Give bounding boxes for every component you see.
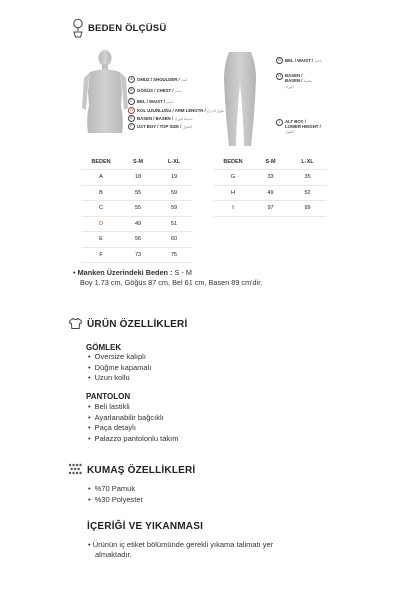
table-row: [82, 170, 192, 186]
size-table-lower: [214, 155, 326, 217]
model-label: Manken Üzerindeki Beden :: [77, 268, 173, 277]
table-header: BEDEN: [223, 159, 243, 165]
label-b: [128, 87, 181, 94]
table-header-row: [82, 155, 192, 170]
list-item: • %30 Polyester: [88, 495, 143, 506]
table-header: S-M: [265, 159, 276, 165]
list-item: • Düğme kapamalı: [88, 363, 151, 374]
care-line-2: almaktadır.: [95, 550, 132, 559]
table-cell: B: [82, 185, 120, 201]
label-i: [276, 119, 321, 135]
table-cell: H: [214, 185, 252, 201]
table-header: L-XL: [167, 159, 181, 165]
table-header-row: [214, 155, 326, 170]
table-cell: 60: [156, 232, 192, 248]
label-f: [128, 123, 192, 130]
table-cell: 59: [156, 185, 192, 201]
table-row: [82, 247, 192, 263]
pants-title: PANTOLON: [86, 392, 131, 401]
fabric-title: KUMAŞ ÖZELLİKLERİ: [87, 465, 196, 476]
label-h: [276, 73, 317, 90]
label-g-ar: خصر: [314, 58, 322, 63]
mannequin-icon: [72, 19, 84, 38]
label-a: [128, 76, 187, 83]
table-header: BEDEN: [91, 159, 111, 165]
table-cell: 52: [289, 185, 326, 201]
marker-e: E: [128, 115, 135, 122]
table-cell: 97: [252, 201, 289, 217]
size-table-upper: [82, 155, 192, 263]
size-guide-title: BEDEN ÖLÇÜSÜ: [88, 23, 167, 34]
table-cell: 49: [120, 216, 156, 232]
label-h-ar: محيط الورك: [285, 79, 313, 89]
list-item: • Palazzo pantolonlu takım: [88, 434, 178, 445]
fabric-icon: [68, 463, 82, 475]
lower-body-figure: [222, 50, 258, 150]
marker-c: C: [128, 98, 135, 105]
label-g: [276, 57, 322, 64]
table-cell: F: [82, 247, 120, 263]
table-cell: G: [214, 170, 252, 186]
table-row: [82, 185, 192, 201]
care-line-1: Ürünün iç etiket bölümünde gerekli yıkama talimatı yer: [92, 540, 274, 549]
fabric-list: [88, 484, 143, 505]
label-a-text: OMUZ / SHOULDER /: [137, 76, 180, 82]
table-row: [214, 185, 326, 201]
list-item: • Ayarlanabilir bağcıklı: [88, 413, 178, 424]
table-cell: 19: [156, 170, 192, 186]
marker-a: A: [128, 76, 135, 83]
table-cell: D: [82, 216, 120, 232]
model-info: • Manken Üzerindeki Beden : S - M Boy 1.73 cm, Göğüs 87 cm, Bel 61 cm, Basen 89 cm'dir.: [73, 268, 263, 287]
care-title: İÇERİĞİ VE YIKANMASI: [87, 521, 204, 532]
label-b-ar: صدر: [174, 88, 182, 93]
table-row: [214, 170, 326, 186]
list-item: • Paça detaylı: [88, 423, 178, 434]
marker-g: G: [276, 57, 283, 64]
table-cell: 56: [120, 232, 156, 248]
table-row: [82, 232, 192, 248]
label-d-text: KOL UZUNLUĞU / ARM LENGTH /: [137, 107, 206, 113]
marker-f: F: [128, 123, 135, 130]
label-c: [128, 98, 174, 105]
label-i-ar: الطول: [285, 130, 295, 134]
table-cell: 35: [289, 170, 326, 186]
table-cell: 18: [120, 170, 156, 186]
label-e: [128, 115, 193, 122]
label-f-text: ÜST BOY / TOP SIZE /: [137, 123, 182, 129]
pants-list: [88, 402, 178, 444]
label-c-ar: خصر: [166, 99, 174, 104]
table-cell: 55: [120, 201, 156, 217]
table-cell: I: [214, 201, 252, 217]
shirt-list: [88, 352, 151, 384]
label-d-ar: طول الذراع: [206, 108, 225, 113]
table-header: S-M: [132, 159, 144, 165]
model-size: S - M: [174, 268, 192, 277]
label-i-text: ALT BOY / LOWER HEIGHT /: [285, 119, 321, 129]
tshirt-icon: [69, 318, 82, 329]
marker-i: I: [276, 119, 283, 126]
table-cell: 99: [289, 201, 326, 217]
label-g-text: BEL / WAIST /: [285, 57, 314, 63]
table-cell: 33: [252, 170, 289, 186]
table-row: [82, 201, 192, 217]
label-h-text: BASEN / BASEN /: [285, 73, 303, 83]
label-f-ar: الطول: [182, 124, 193, 129]
table-row: [82, 216, 192, 232]
table-row: [214, 201, 326, 217]
table-cell: C: [82, 201, 120, 217]
list-item: • %70 Pamuk: [88, 484, 143, 495]
marker-h: H: [276, 73, 283, 80]
table-cell: 55: [120, 185, 156, 201]
upper-body-figure: [82, 48, 128, 133]
label-d: [128, 107, 224, 114]
product-title: ÜRÜN ÖZELLİKLERİ: [87, 319, 188, 330]
table-cell: 59: [156, 201, 192, 217]
table-cell: A: [82, 170, 120, 186]
label-a-ar: كتف: [180, 77, 188, 82]
table-cell: E: [82, 232, 120, 248]
model-measure: Boy 1.73 cm, Göğüs 87 cm, Bel 61 cm, Basen 89 cm'dir.: [80, 278, 263, 287]
marker-d: D: [128, 107, 135, 114]
table-cell: 75: [156, 247, 192, 263]
list-item: • Oversize kalıplı: [88, 352, 151, 363]
table-cell: 49: [252, 185, 289, 201]
label-e-ar: محيط الورك: [174, 116, 193, 121]
table-cell: 73: [120, 247, 156, 263]
marker-b: B: [128, 87, 135, 94]
shirt-title: GÖMLEK: [86, 343, 122, 352]
table-cell: 51: [156, 216, 192, 232]
list-item: • Beli lastikli: [88, 402, 178, 413]
care-text: • Ürünün iç etiket bölümünde gerekli yıkama talimatı yer almaktadır.: [88, 540, 274, 559]
table-header: L-XL: [301, 159, 314, 165]
list-item: • Uzun kollu: [88, 373, 151, 384]
label-c-text: BEL / WAIST /: [137, 98, 166, 104]
label-b-text: GÖĞÜS / CHEST /: [137, 87, 174, 93]
label-e-text: BASEN / BASEN /: [137, 115, 174, 121]
